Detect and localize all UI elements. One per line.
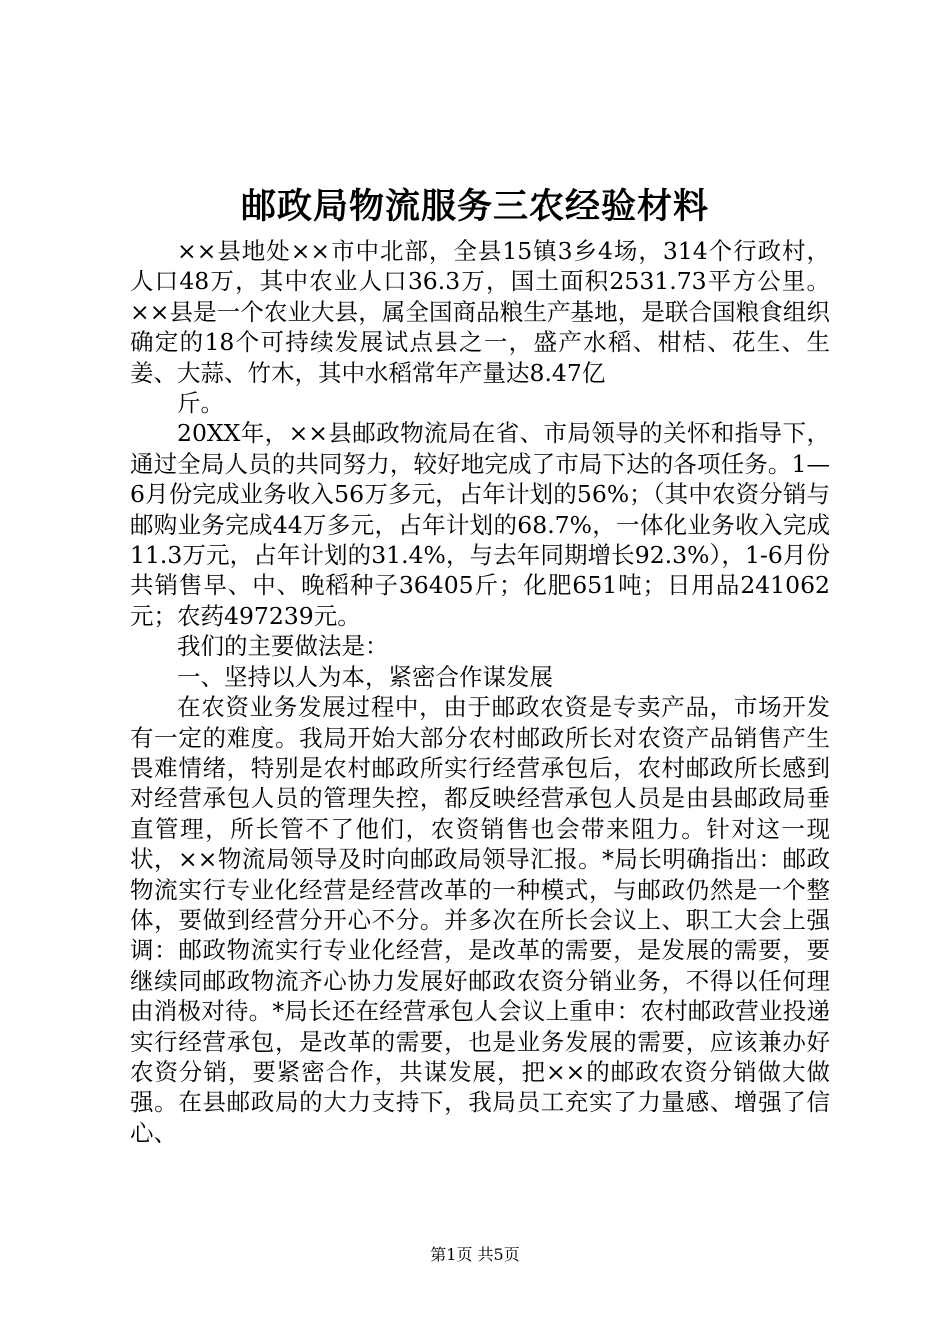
page-number: 第1页 共5页: [430, 1245, 520, 1264]
section-heading-1: 一、坚持以人为本，紧密合作谋发展: [177, 662, 553, 691]
paragraph-overview-tail: 斤。: [177, 389, 224, 418]
document-title: 邮政局物流服务三农经验材料: [240, 186, 709, 227]
page-footer: [0, 1244, 950, 1266]
paragraph-intro-methods: 我们的主要做法是：: [177, 632, 389, 661]
paragraph-section-1: 在农资业务发展过程中，由于邮政农资是专卖产品，市场开发有一定的难度。我局开始大部分农村邮政所长对农资产品销售产生畏难情绪，特别是农村邮政所实行经营承包后，农村邮政所长感到对经营承包人员的管理失控，都反映经营承包人员是由县邮政局垂直管理，所长管不了他们，农资销售也会带来阻力。针对这一现状，××物流局领导及时向邮政局领导汇报。*局长明确指出：邮政物流实行专业化经营是经营改革的一种模式，与邮政仍然是一个整体，要做到经营分开心不分。并多次在所长会议上、职工大会上强调：邮政物流实行专业化经营，是改革的需要，是发展的需要，要继续同邮政物流齐心协力发展好邮政农资分销业务，不得以任何理由消极对待。*局长还在经营承包人会议上重申：农村邮政营业投递实行经营承包，是改革的需要，也是业务发展的需要，应该兼办好农资分销，要紧密合作，共谋发展，把××的邮政农资分销做大做强。在县邮政局的大力支持下，我局员工充实了力量感、增强了信心、: [130, 693, 830, 1147]
document-body: [130, 236, 830, 1148]
paragraph-performance: 20XX年，××县邮政物流局在省、市局领导的关怀和指导下，通过全局人员的共同努力，较好地完成了市局下达的各项任务。1—6月份完成业务收入56万多元，占年计划的56%；（其中农资分销与邮购业务完成44万多元，占年计划的68.7%，一体化业务收入完成11.3万元，占年计划的31.4%，与去年同期增长92.3%），1-6月份共销售早、中、晚稻种子36405斤；化肥651吨；日用品241062元；农药497239元。: [130, 419, 830, 630]
paragraph-overview: ××县地处××市中北部，全县15镇3乡4场，314个行政村，人口48万，其中农业人口36.3万，国土面积2531.73平方公里。××县是一个农业大县，属全国商品粮生产基地，是联合国粮食组织确定的18个可持续发展试点县之一，盛产水稻、柑桔、花生、生姜、大蒜、竹木，其中水稻常年产量达8.47亿: [130, 237, 830, 387]
